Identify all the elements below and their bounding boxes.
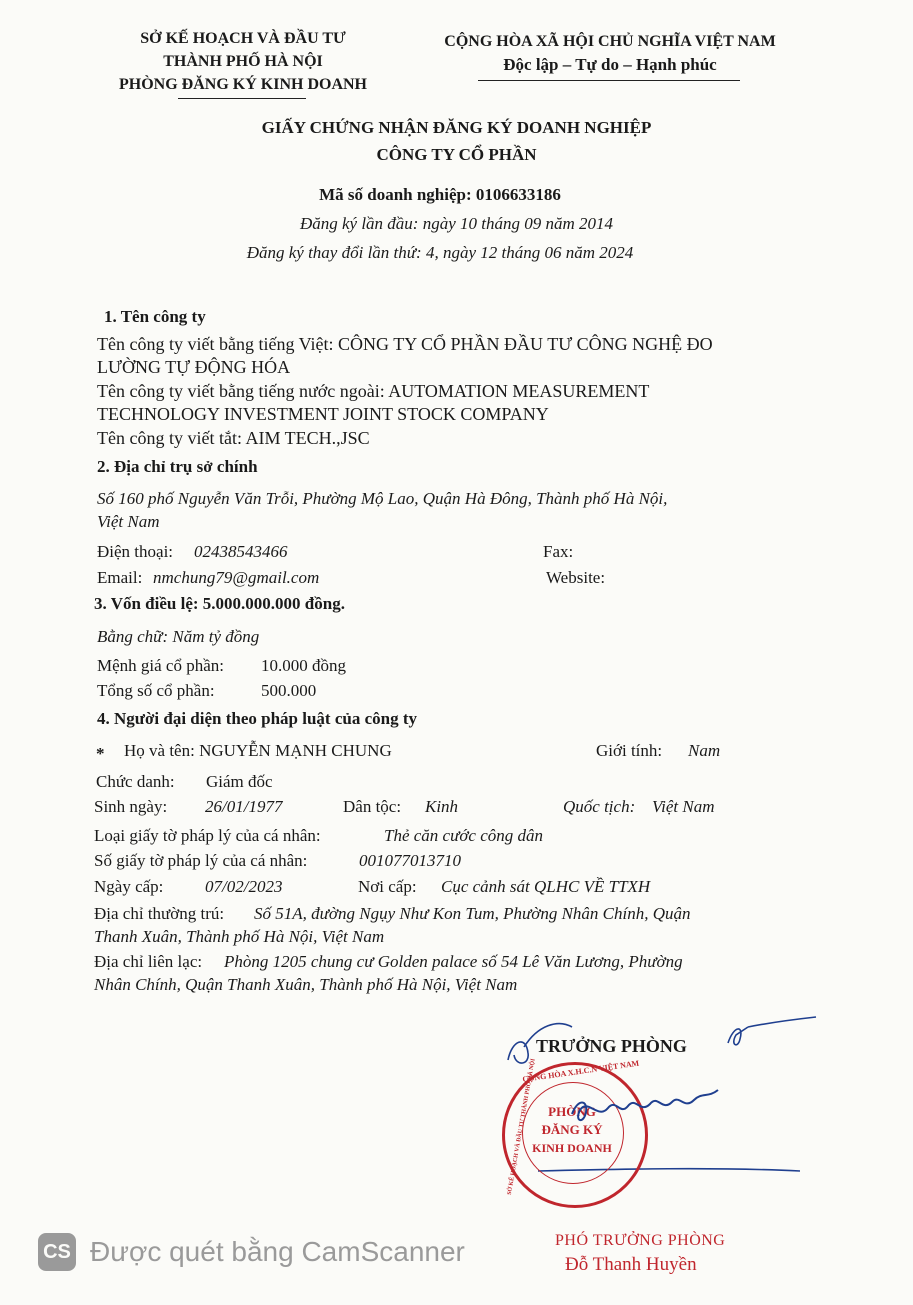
nationality-value: Việt Nam [652, 797, 715, 816]
id-doc-number-value: 001077013710 [359, 851, 461, 870]
certificate-title: GIẤY CHỨNG NHẬN ĐĂNG KÝ DOANH NGHIỆP [261, 118, 652, 137]
id-doc-type-value: Thẻ căn cước công dân [384, 826, 544, 845]
par-value: 10.000 đồng [261, 656, 346, 675]
representative-name: Họ và tên: NGUYỄN MẠNH CHUNG [124, 741, 392, 760]
hq-address-line-2: Việt Nam [97, 512, 160, 531]
permanent-address-line-2: Thanh Xuân, Thành phố Hà Nội, Việt Nam [94, 927, 385, 946]
stamp-line-2: ĐĂNG KÝ [541, 1122, 603, 1137]
ethnic-label: Dân tộc: [343, 797, 402, 816]
dob-label: Sinh ngày: [94, 797, 168, 816]
agency-line-1: SỞ KẾ HOẠCH VÀ ĐẦU TƯ [140, 30, 346, 47]
id-doc-number-label: Số giấy tờ pháp lý của cá nhân: [94, 851, 308, 870]
stamp-ring-left-text: SỞ KẾ HOẠCH VÀ ĐẦU TƯ THÀNH PHỐ HÀ NỘI [506, 1058, 537, 1196]
gender-label: Giới tính: [596, 741, 663, 760]
change-registration: Đăng ký thay đổi lần thứ: 4, ngày 12 tháng 06 năm 2024 [246, 243, 634, 262]
contact-address-line-2: Nhân Chính, Quận Thanh Xuân, Thành phố Hà Nội, Việt Nam [94, 975, 518, 994]
agency-line-2: THÀNH PHỐ HÀ NỘI [163, 53, 323, 70]
company-type: CÔNG TY CỔ PHẦN [376, 145, 537, 164]
first-registration: Đăng ký lần đầu: ngày 10 tháng 09 năm 2014 [299, 214, 614, 233]
contact-address-label: Địa chỉ liên lạc: [94, 952, 203, 971]
website-label: Website: [546, 568, 606, 587]
nationality-label: Quốc tịch: [563, 797, 636, 816]
section-1-heading: 1. Tên công ty [104, 307, 206, 326]
email-value: nmchung79@gmail.com [153, 568, 320, 587]
stamp-ring-top-text: CỘNG HÒA X.H.C.N VIỆT NAM [521, 1058, 640, 1084]
camscanner-watermark: Được quét bằng CamScanner [90, 1236, 465, 1267]
phone-value: 02438543466 [194, 542, 288, 561]
stamp-line-1: PHÒNG [548, 1104, 596, 1119]
camscanner-logo-icon: CS [38, 1233, 76, 1271]
position-value: Giám đốc [206, 772, 273, 791]
hq-address-line-1: Số 160 phố Nguyễn Văn Trỗi, Phường Mộ Lao, Quận Hà Đông, Thành phố Hà Nội, [97, 489, 668, 508]
section-4-heading: 4. Người đại diện theo pháp luật của công ty [97, 709, 417, 728]
ethnic-value: Kinh [425, 797, 459, 816]
handwritten-signature [568, 1080, 728, 1140]
foreign-name-line-1: Tên công ty viết bằng tiếng nước ngoài: AUTOMATION MEASUREMENT [97, 381, 650, 401]
contact-address-line-1: Phòng 1205 chung cư Golden palace số 54 Lê Văn Lương, Phường [224, 952, 683, 971]
issue-date-label: Ngày cấp: [94, 877, 164, 896]
vn-name-line-1: Tên công ty viết bằng tiếng Việt: CÔNG TY CỔ PHẦN ĐẦU TƯ CÔNG NGHỆ ĐO [97, 334, 713, 354]
signer-name: Đỗ Thanh Huyền [565, 1254, 697, 1275]
motto-underline [478, 80, 740, 81]
par-value-label: Mệnh giá cổ phần: [97, 656, 224, 675]
section-2-heading: 2. Địa chỉ trụ sở chính [97, 457, 258, 476]
fax-label: Fax: [543, 542, 574, 561]
bullet: * [96, 744, 105, 763]
id-doc-type-label: Loại giấy tờ pháp lý của cá nhân: [94, 826, 321, 845]
chief-title: TRƯỞNG PHÒNG [536, 1036, 687, 1056]
stamp-line-3: KINH DOANH [532, 1141, 612, 1155]
deputy-title: PHÓ TRƯỞNG PHÒNG [555, 1232, 726, 1249]
permanent-address-line-1: Số 51A, đường Ngụy Như Kon Tum, Phường Nhân Chính, Quận [254, 904, 691, 923]
nation-motto: Độc lập – Tự do – Hạnh phúc [503, 55, 717, 74]
tax-code: Mã số doanh nghiệp: 0106633186 [319, 185, 561, 204]
issue-date-value: 07/02/2023 [205, 877, 283, 896]
section-3-heading: 3. Vốn điều lệ: 5.000.000.000 đồng. [94, 594, 345, 613]
short-name: Tên công ty viết tắt: AIM TECH.,JSC [97, 428, 370, 448]
issue-place-value: Cục cảnh sát QLHC VỀ TTXH [441, 877, 651, 896]
gender-value: Nam [688, 741, 721, 760]
issue-place-label: Nơi cấp: [358, 877, 417, 896]
position-label: Chức danh: [96, 772, 175, 791]
permanent-address-label: Địa chỉ thường trú: [94, 904, 225, 923]
nation-title: CỘNG HÒA XÃ HỘI CHỦ NGHĨA VIỆT NAM [444, 33, 776, 50]
total-shares-label: Tổng số cổ phần: [97, 681, 215, 700]
agency-underline [178, 98, 306, 99]
email-label: Email: [97, 568, 143, 587]
foreign-name-line-2: TECHNOLOGY INVESTMENT JOINT STOCK COMPANY [97, 404, 549, 424]
agency-line-3: PHÒNG ĐĂNG KÝ KINH DOANH [119, 76, 367, 93]
capital-in-words: Bằng chữ: Năm tỷ đồng [97, 627, 260, 646]
phone-label: Điện thoại: [97, 542, 174, 561]
dob-value: 26/01/1977 [205, 797, 283, 816]
total-shares-value: 500.000 [261, 681, 317, 700]
vn-name-line-2: LƯỜNG TỰ ĐỘNG HÓA [97, 357, 291, 377]
